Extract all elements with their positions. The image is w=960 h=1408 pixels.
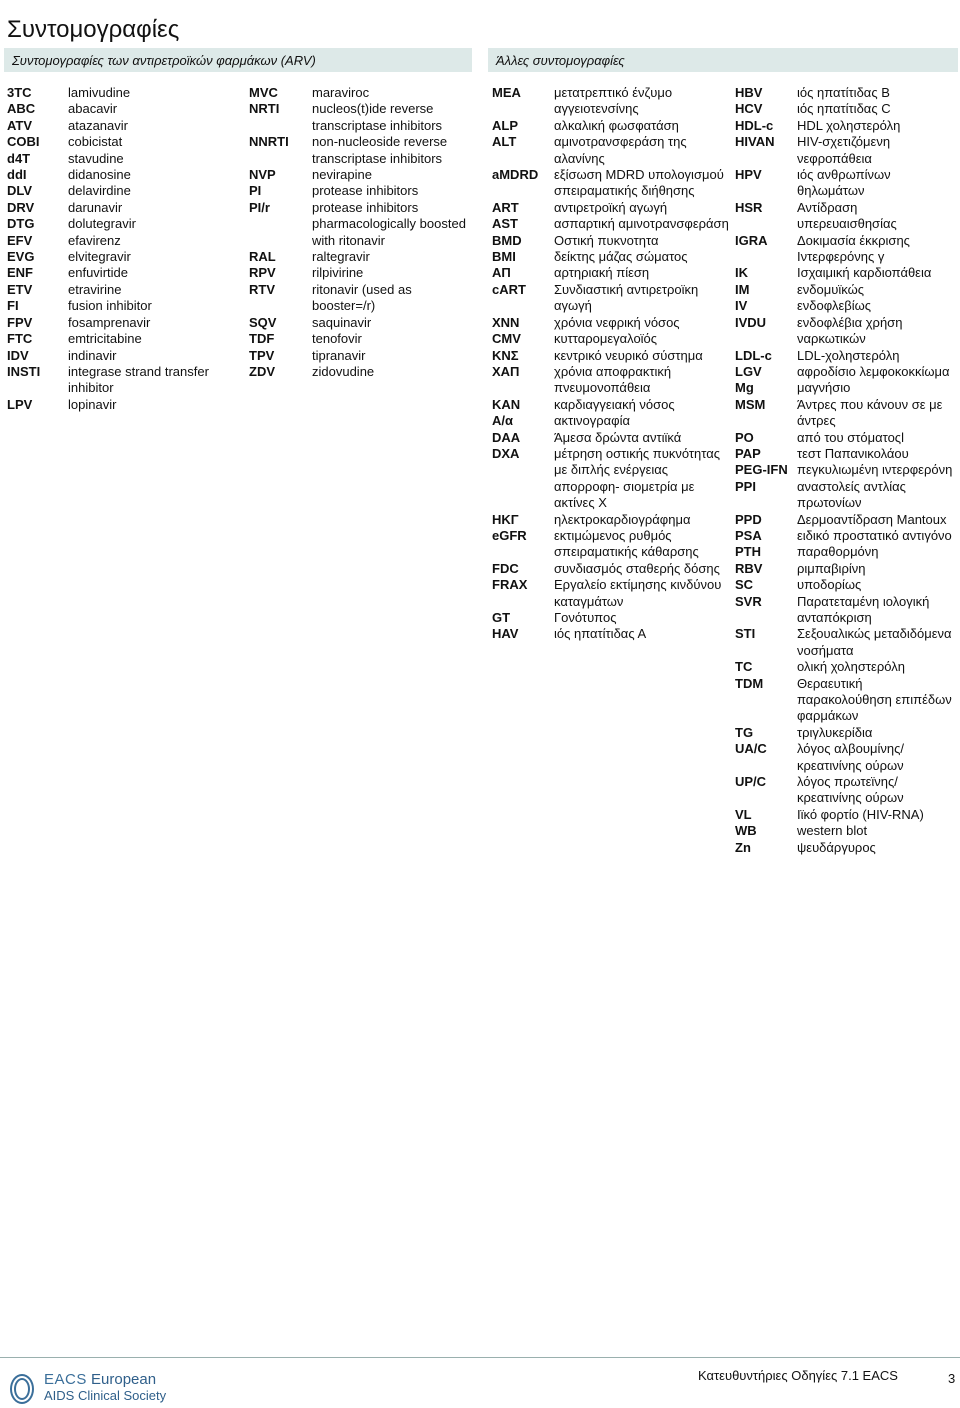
abbreviation-row (735, 512, 960, 528)
abbreviation-term: TPV (249, 347, 275, 363)
abbreviation-term: IDV (7, 347, 29, 363)
abbreviation-row (492, 315, 732, 331)
abbreviation-definition: dolutegravir (68, 216, 136, 232)
abbreviation-term: ETV (7, 281, 33, 297)
abbreviation-column-2 (249, 85, 479, 380)
abbreviation-definition: etravirine (68, 281, 122, 297)
abbreviation-row (492, 561, 732, 577)
abbreviation-definition: εκτιμώμενος ρυθμός σπειραματικής κάθαρσης (554, 527, 699, 560)
abbreviation-definition: ακτινογραφία (554, 413, 631, 429)
abbreviation-term: ART (492, 199, 519, 215)
abbreviation-term: STI (735, 626, 756, 642)
abbreviation-row (7, 364, 247, 397)
abbreviation-definition: ολική χοληστερόλη (797, 659, 905, 675)
abbreviation-term: HAV (492, 626, 519, 642)
abbreviation-row (492, 610, 732, 626)
abbreviation-definition: lamivudine (68, 85, 131, 100)
abbreviation-term: HIVAN (735, 134, 775, 150)
abbreviation-term: IM (735, 281, 750, 297)
abbreviation-term: UP/C (735, 774, 767, 790)
abbreviation-term: FI (7, 298, 19, 314)
abbreviation-definition: elvitegravir (68, 249, 131, 265)
abbreviation-term: TDF (249, 331, 275, 347)
abbreviation-term: ALT (492, 134, 517, 150)
abbreviation-definition: stavudine (68, 150, 124, 166)
section-header-other: Άλλες συντομογραφίες (488, 48, 958, 72)
abbreviation-definition: abacavir (68, 101, 118, 117)
abbreviation-term: HSR (735, 199, 763, 215)
abbreviation-term: LDL-c (735, 347, 772, 363)
abbreviation-row (7, 348, 247, 364)
abbreviation-term: PEG-IFN (735, 462, 788, 478)
abbreviation-term: NRTI (249, 101, 280, 117)
abbreviation-term: SQV (249, 314, 277, 330)
abbreviation-definition: HIV-σχετιζόμενη νεφροπάθεια (797, 134, 891, 166)
abbreviation-term: PPD (735, 511, 762, 527)
abbreviation-row (735, 101, 960, 117)
abbreviation-term: IV (735, 298, 748, 314)
abbreviation-definition: emtricitabine (68, 331, 142, 347)
abbreviation-term: 3TC (7, 85, 32, 100)
abbreviation-row (7, 315, 247, 331)
abbreviation-row (735, 134, 960, 167)
abbreviation-definition: Εργαλείο εκτίμησης κινδύνου καταγμάτων (554, 577, 722, 609)
abbreviation-row (7, 282, 247, 298)
abbreviation-definition: ιός ηπατίτιδας Α (554, 626, 647, 642)
abbreviation-row (735, 741, 960, 774)
abbreviation-row (7, 331, 247, 347)
abbreviation-row (249, 364, 479, 380)
abbreviation-term: PI/r (249, 199, 270, 215)
abbreviation-term: d4T (7, 150, 31, 166)
abbreviation-term: UA/C (735, 741, 767, 757)
abbreviation-definition: συνδιασμός σταθερής δόσης (554, 560, 720, 576)
abbreviation-row (735, 446, 960, 462)
abbreviation-row (492, 282, 732, 315)
abbreviation-term: ΧΑΠ (492, 363, 520, 379)
abbreviation-term: Α/α (492, 413, 513, 429)
abbreviation-term: DRV (7, 199, 35, 215)
abbreviation-term: RAL (249, 249, 276, 265)
abbreviation-row (735, 380, 960, 396)
abbreviation-term: PTH (735, 544, 761, 560)
abbreviation-row (735, 348, 960, 364)
abbreviation-definition: κεντρικό νευρικό σύστημα (554, 347, 703, 363)
abbreviation-row (735, 725, 960, 741)
abbreviation-term: PAP (735, 445, 761, 461)
abbreviation-definition: αντιρετροϊκή αγωγή (554, 199, 668, 215)
abbreviation-term: HPV (735, 167, 762, 183)
abbreviation-definition: Παρατεταμένη ιολογική ανταπόκριση (797, 593, 930, 625)
abbreviation-definition: protease inhibitors pharmacologically boosted with ritonavir (312, 199, 466, 248)
abbreviation-column-1 (7, 85, 247, 413)
abbreviation-row (7, 151, 247, 167)
abbreviation-definition: ιός ηπατίτιδας Β (797, 85, 890, 100)
abbreviation-definition: ενδομυϊκώς (797, 281, 865, 297)
abbreviation-definition: λόγος πρωτεϊνης/ κρεατινίνης ούρων (797, 774, 904, 806)
abbreviation-term: Mg (735, 380, 754, 396)
abbreviation-definition: δείκτης μάζας σώματος (554, 249, 688, 265)
abbreviation-term: IVDU (735, 314, 767, 330)
abbreviation-term: FDC (492, 560, 519, 576)
eacs-logo (8, 1368, 166, 1406)
abbreviation-row (735, 528, 960, 544)
abbreviation-term: IGRA (735, 232, 768, 248)
abbreviation-term: TG (735, 724, 754, 740)
abbreviation-row (492, 626, 732, 642)
abbreviation-definition: ιός ανθρωπίνων θηλωμάτων (797, 167, 891, 199)
abbreviation-row (7, 265, 247, 281)
footer-guidelines-label: Κατευθυντήριες Οδηγίες 7.1 EACS (698, 1368, 898, 1383)
abbreviation-definition: Συνδιαστική αντιρετροϊκη αγωγή (554, 281, 699, 314)
abbreviation-term: DXA (492, 445, 520, 461)
abbreviation-definition: maraviroc (312, 85, 370, 100)
abbreviation-row (492, 85, 732, 118)
abbreviation-row (492, 528, 732, 561)
abbreviation-definition: ψευδάργυρος (797, 839, 876, 855)
abbreviation-term: ΧΝΝ (492, 314, 520, 330)
abbreviation-term: COBI (7, 134, 40, 150)
abbreviation-definition: protease inhibitors (312, 183, 419, 199)
abbreviation-definition: fosamprenavir (68, 314, 151, 330)
abbreviation-row (249, 249, 479, 265)
abbreviation-term: FRAX (492, 577, 528, 593)
abbreviation-definition: αλκαλική φωσφατάση (554, 117, 679, 133)
abbreviation-definition: HDL χοληστερόλη (797, 117, 901, 133)
abbreviation-row (492, 512, 732, 528)
abbreviation-term: TDM (735, 675, 764, 691)
abbreviation-row (7, 118, 247, 134)
abbreviation-definition: αφροδίσιο λεμφοκοκκίωμα (797, 363, 950, 379)
abbreviation-term: ΜΕΑ (492, 85, 521, 100)
abbreviation-definition: nucleos(t)ide reverse transcriptase inhibitors (312, 101, 443, 133)
abbreviation-row (735, 200, 960, 233)
logo-european-text: European (91, 1370, 157, 1388)
abbreviation-term: eGFR (492, 527, 527, 543)
abbreviation-definition: πεγκυλιωμένη ιντερφερόνη (797, 462, 953, 478)
abbreviation-term: NNRTI (249, 134, 289, 150)
abbreviation-term: HCV (735, 101, 763, 117)
abbreviation-row (735, 265, 960, 281)
abbreviation-row (735, 561, 960, 577)
abbreviation-term: Zn (735, 839, 751, 855)
abbreviation-definition: από του στόματοςl (797, 429, 904, 445)
abbreviation-row (7, 85, 247, 101)
abbreviation-term: MVC (249, 85, 278, 100)
abbreviation-row (492, 249, 732, 265)
abbreviation-term: MSM (735, 396, 766, 412)
abbreviation-term: EVG (7, 249, 35, 265)
abbreviation-term: WB (735, 823, 757, 839)
abbreviation-definition: rilpivirine (312, 265, 364, 281)
abbreviation-definition: κυτταρομεγαλοϊός (554, 331, 658, 347)
abbreviation-definition: fusion inhibitor (68, 298, 152, 314)
abbreviation-row (249, 101, 479, 134)
abbreviation-row (7, 101, 247, 117)
abbreviation-term: RBV (735, 560, 763, 576)
abbreviation-row (492, 397, 732, 413)
abbreviation-row (7, 216, 247, 232)
abbreviation-definition: ritonavir (used as booster=/r) (312, 281, 412, 314)
abbreviation-definition: ενδοφλεβίως (797, 298, 872, 314)
page-number: 3 (948, 1371, 956, 1386)
abbreviation-term: RPV (249, 265, 276, 281)
abbreviation-definition: αμινοτρανσφεράση της αλανίνης (554, 134, 687, 166)
abbreviation-definition: Άντρες που κάνουν σε με άντρες (797, 396, 943, 429)
abbreviation-row (735, 118, 960, 134)
abbreviation-term: LPV (7, 396, 33, 412)
abbreviation-row (735, 676, 960, 725)
abbreviation-term: SVR (735, 593, 762, 609)
abbreviation-term: FTC (7, 331, 33, 347)
abbreviation-definition: αναστολείς αντλίας πρωτονίων (797, 478, 906, 511)
abbreviation-definition: Άμεσα δρώντα αντιϊκά (554, 429, 682, 445)
abbreviation-row (735, 823, 960, 839)
abbreviation-row (249, 134, 479, 167)
abbreviation-term: ΚΝΣ (492, 347, 519, 363)
abbreviation-term: HBV (735, 85, 763, 100)
abbreviation-term: ddI (7, 167, 27, 183)
abbreviation-definition: efavirenz (68, 232, 121, 248)
abbreviation-row (249, 315, 479, 331)
abbreviation-row (735, 594, 960, 627)
abbreviation-row (492, 118, 732, 134)
abbreviation-row (492, 200, 732, 216)
page-title: Συντομογραφίες (7, 16, 180, 44)
abbreviation-definition: εξίσωση MDRD υπολογισμού σπειραματικής διήθησης (554, 167, 724, 199)
abbreviation-term: DLV (7, 183, 33, 199)
abbreviation-term: ΑΠ (492, 265, 511, 281)
abbreviation-definition: παραθορμόνη (797, 544, 879, 560)
abbreviation-term: CMV (492, 331, 521, 347)
abbreviation-term: GT (492, 610, 511, 625)
abbreviation-row (7, 183, 247, 199)
abbreviation-row (7, 134, 247, 150)
abbreviation-row (492, 134, 732, 167)
abbreviation-definition: zidovudine (312, 363, 375, 379)
abbreviation-row (735, 840, 960, 856)
abbreviation-row (492, 233, 732, 249)
abbreviation-definition: ενδοφλέβια χρήση ναρκωτικών (797, 314, 903, 347)
abbreviation-term: ZDV (249, 363, 275, 379)
abbreviation-term: BMD (492, 232, 522, 248)
abbreviation-row (492, 265, 732, 281)
abbreviation-term: RTV (249, 281, 275, 297)
abbreviation-term: INSTI (7, 363, 41, 379)
abbreviation-definition: μαγνήσιο (797, 380, 851, 396)
abbreviation-definition: saquinavir (312, 314, 372, 330)
abbreviation-row (735, 479, 960, 512)
abbreviation-row (735, 462, 960, 478)
abbreviation-definition: αρτηριακή πίεση (554, 265, 650, 281)
abbreviation-term: AST (492, 216, 518, 232)
abbreviation-row (7, 298, 247, 314)
abbreviation-definition: Ισχαιμική καρδιοπάθεια (797, 265, 932, 281)
abbreviation-definition: ιός ηπατίτιδας C (797, 101, 891, 117)
section-header-arv: Συντομογραφίες των αντιρετροϊκών φαρμάκων (ARV) (4, 48, 472, 72)
abbreviation-row (735, 807, 960, 823)
abbreviation-term: IK (735, 265, 748, 281)
abbreviation-definition: Αντίδραση υπερευαισθησίας (797, 199, 897, 232)
abbreviation-row (735, 167, 960, 200)
abbreviation-term: VL (735, 806, 752, 822)
abbreviation-definition: darunavir (68, 199, 123, 215)
abbreviation-term: SC (735, 577, 754, 593)
eacs-logo-icon (8, 1370, 36, 1404)
abbreviation-definition: cobicistat (68, 134, 123, 150)
abbreviation-definition: μέτρηση οστικής πυκνότητας με διπλής ενέργειας απορροφη- σιομετρία με ακτίνες Χ (554, 445, 721, 511)
abbreviation-row (492, 364, 732, 397)
abbreviation-row (735, 85, 960, 101)
abbreviation-definition: Θεραευτική παρακολούθηση επιπέδων φαρμάκων (797, 675, 952, 724)
abbreviation-definition: enfuvirtide (68, 265, 128, 281)
abbreviation-term: PO (735, 429, 754, 445)
abbreviation-definition: μετατρεπτικό ένζυμο αγγειοτενσίνης (554, 85, 673, 117)
footer-divider (0, 1357, 960, 1358)
abbreviation-term: HDL-c (735, 117, 774, 133)
abbreviation-definition: Γονότυπος (554, 610, 617, 625)
abbreviation-row (735, 364, 960, 380)
abbreviation-row (735, 430, 960, 446)
abbreviation-row (735, 544, 960, 560)
abbreviation-row (249, 265, 479, 281)
abbreviation-term: EFV (7, 232, 33, 248)
abbreviation-definition: ηλεκτροκαρδιογράφημα (554, 511, 691, 527)
logo-eacs-text: EACS (44, 1370, 87, 1388)
abbreviation-row (735, 315, 960, 348)
abbreviation-row (492, 577, 732, 610)
abbreviation-row (492, 446, 732, 512)
abbreviation-definition: υποδορίως (797, 577, 862, 593)
abbreviation-definition: ριμπαβιρίνη (797, 560, 866, 576)
abbreviation-definition: raltegravir (312, 249, 370, 265)
abbreviation-row (249, 183, 479, 199)
abbreviation-term: DTG (7, 216, 35, 232)
abbreviation-row (249, 200, 479, 249)
abbreviation-definition: integrase strand transfer inhibitor (68, 363, 209, 396)
abbreviation-row (249, 167, 479, 183)
abbreviation-row (492, 348, 732, 364)
abbreviation-definition: ειδικό προστατικό αντιγόνο (797, 527, 952, 543)
abbreviation-row (492, 167, 732, 200)
abbreviation-definition: delavirdine (68, 183, 131, 199)
abbreviation-definition: didanosine (68, 167, 131, 183)
abbreviation-row (492, 331, 732, 347)
abbreviation-term: PI (249, 183, 262, 199)
abbreviation-definition: western blot (797, 823, 868, 839)
abbreviation-definition: LDL-χοληστερόλη (797, 347, 900, 363)
abbreviation-definition: ασπαρτική αμινοτρανσφεράση (554, 216, 729, 232)
abbreviation-term: FPV (7, 314, 33, 330)
abbreviation-row (7, 167, 247, 183)
abbreviation-definition: Σεξουαλικώς μεταδιδόμενα νοσήματα (797, 626, 952, 658)
abbreviation-term: ATV (7, 117, 33, 133)
abbreviation-row (735, 577, 960, 593)
abbreviation-row (7, 397, 247, 413)
abbreviation-term: ΚΑΝ (492, 396, 521, 412)
abbreviation-row (735, 659, 960, 675)
abbreviation-row (735, 298, 960, 314)
abbreviation-row (7, 233, 247, 249)
abbreviation-row (7, 249, 247, 265)
abbreviation-row (735, 233, 960, 266)
abbreviation-definition: Ιϊκό φορτίο (HIV-RNA) (797, 806, 924, 822)
abbreviation-row (249, 348, 479, 364)
abbreviation-definition: καρδιαγγειακή νόσος (554, 396, 675, 412)
abbreviation-term: PSA (735, 527, 762, 543)
abbreviation-term: BMI (492, 249, 516, 265)
abbreviation-term: cART (492, 281, 526, 297)
abbreviation-row (735, 626, 960, 659)
abbreviation-definition: χρόνια αποφρακτική πνευμονοπάθεια (554, 363, 672, 396)
abbreviation-definition: τριγλυκερίδια (797, 724, 873, 740)
abbreviation-definition: indinavir (68, 347, 117, 363)
abbreviation-definition: non-nucleoside reverse transcriptase inhibitors (312, 134, 448, 166)
abbreviation-definition: Δερμοαντίδραση Mantoux (797, 511, 947, 527)
abbreviation-definition: tipranavir (312, 347, 366, 363)
abbreviation-definition: lopinavir (68, 396, 117, 412)
abbreviation-term: ABC (7, 101, 36, 117)
abbreviation-definition: τεστ Παπανικολάου (797, 445, 909, 461)
abbreviation-row (7, 200, 247, 216)
abbreviation-row (249, 85, 479, 101)
logo-society-text: AIDS Clinical Society (44, 1387, 167, 1403)
abbreviation-definition: Δοκιμασία έκκρισης Ιντερφερόνης γ (797, 232, 910, 265)
abbreviation-row (492, 413, 732, 429)
abbreviation-term: ENF (7, 265, 33, 281)
abbreviation-definition: atazanavir (68, 117, 128, 133)
abbreviation-definition: χρόνια νεφρική νόσος (554, 314, 680, 330)
abbreviation-row (735, 774, 960, 807)
abbreviation-row (492, 430, 732, 446)
abbreviation-column-4 (735, 85, 960, 856)
abbreviation-definition: nevirapine (312, 167, 372, 183)
abbreviation-definition: tenofovir (312, 331, 362, 347)
abbreviation-row (735, 397, 960, 430)
abbreviation-definition: Οστική πυκνοτητα (554, 232, 659, 248)
abbreviation-term: aMDRD (492, 167, 539, 183)
abbreviation-term: ΗΚΓ (492, 511, 519, 527)
abbreviation-row (492, 216, 732, 232)
abbreviation-term: NVP (249, 167, 276, 183)
abbreviation-column-3 (492, 85, 732, 643)
abbreviation-term: PPI (735, 478, 756, 494)
abbreviation-term: LGV (735, 363, 762, 379)
abbreviation-term: TC (735, 659, 753, 675)
abbreviation-term: ALP (492, 117, 518, 133)
abbreviation-term: DAA (492, 429, 521, 445)
abbreviation-definition: λόγος αλβουμίνης/ κρεατινίνης ούρων (797, 741, 904, 773)
abbreviation-row (735, 282, 960, 298)
abbreviation-row (249, 282, 479, 315)
abbreviation-row (249, 331, 479, 347)
